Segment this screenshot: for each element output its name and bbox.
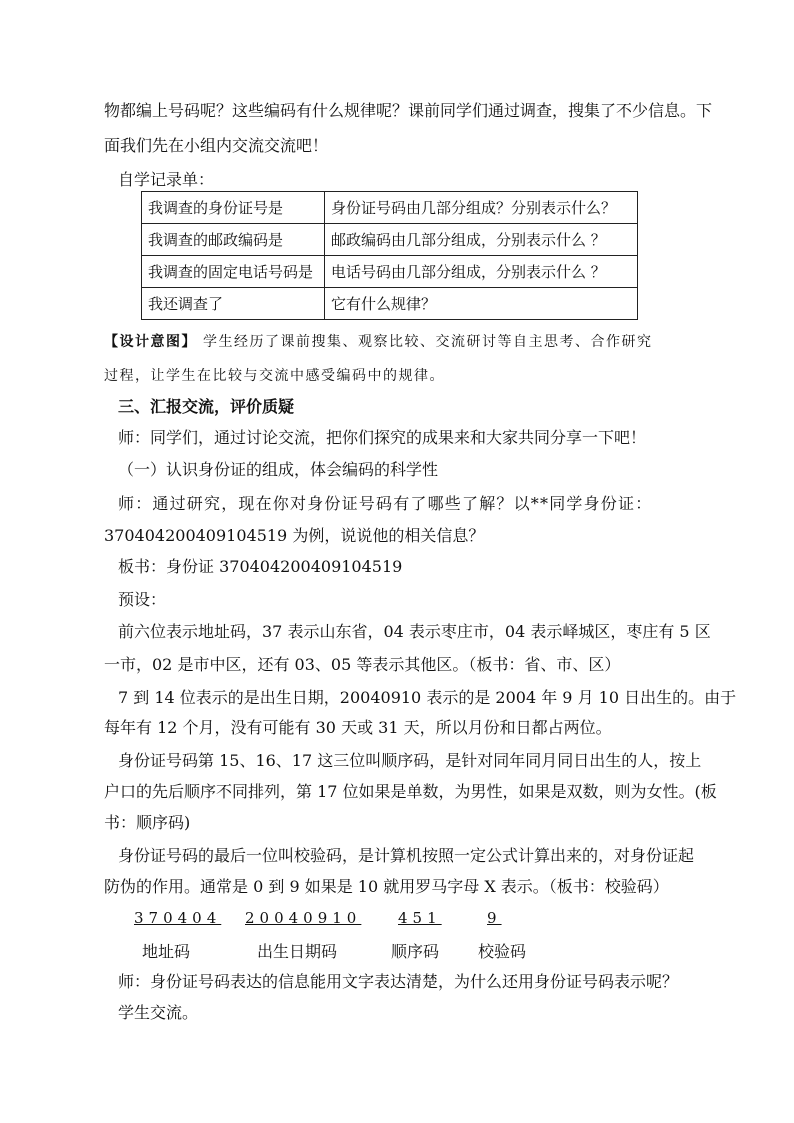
design-intent-tag: 【设计意图】 [104,334,197,350]
design-intent-line: 过程，让学生在比较与交流中感受编码中的规律。 [104,368,445,384]
paragraph-line: 物都编上号码呢？这些编码有什么规律呢？课前同学们通过调查，搜集了不少信息。下 [104,101,713,120]
code-label: 地址码 [142,942,191,961]
subsection-heading: （一）认识身份证的组成，体会编码的科学性 [118,460,439,479]
paragraph-line: 师：身份证号码表达的信息能用文字表达清楚，为什么还用身份证号码表示呢？ [118,972,679,991]
code-segment: 451 [398,909,442,927]
code-segment: 20040910 [245,909,362,927]
paragraph-line: 户口的先后顺序不同排列，第 17 位如果是单数，为男性，如果是双数，则为女性。(板 [104,782,717,801]
table-row [142,224,638,256]
table-cell: 它有什么规律？ [325,288,638,320]
paragraph-line: 书：顺序码) [104,813,191,832]
table-cell: 电话号码由几部分组成，分别表示什么 ？ [325,256,638,288]
paragraph-line: 一市，02 是市中区，还有 03、05 等表示其他区。（板书：省、市、区） [104,655,621,674]
preset-label: 预设： [118,590,167,609]
table-cell: 邮政编码由几部分组成，分别表示什么 ？ [325,224,638,256]
paragraph-line: 370404200409104519 为例，说说他的相关信息？ [104,526,485,545]
paragraph-line: 学生交流。 [118,1003,199,1022]
design-intent-text: 学生经历了课前搜集、观察比较、交流研讨等自主思考、合作研究 [197,334,653,350]
table-row [142,192,638,224]
paragraph-line: 师：通过研究，现在你对身份证号码有了哪些了解？以**同学身份证： [118,494,653,513]
code-label: 出生日期码 [257,942,338,961]
table-cell: 我调查的邮政编码是 [142,224,325,256]
paragraph-line: 面我们先在小组内交流交流吧！ [104,136,329,155]
code-label: 顺序码 [391,942,440,961]
table-row [142,256,638,288]
code-segment: 370404 [134,909,222,927]
code-segment: 9 [487,909,502,927]
section-heading: 三、汇报交流，评价质疑 [118,397,295,416]
table-cell: 我调查的身份证号是 [142,192,325,224]
table-cell: 身份证号码由几部分组成？分别表示什么？ [325,192,638,224]
table-cell: 我调查的固定电话号码是 [142,256,325,288]
record-table [141,191,638,320]
paragraph-line: 每年有 12 个月，没有可能有 30 天或 31 天，所以月份和日都占两位。 [104,718,612,737]
design-intent-line [104,332,666,352]
table-row [142,288,638,320]
paragraph-line: 身份证号码的最后一位叫校验码，是计算机按照一定公式计算出来的，对身份证起 [118,846,695,865]
table-cell: 我还调查了 [142,288,325,320]
record-sheet-label: 自学记录单： [118,170,215,189]
code-label: 校验码 [478,942,527,961]
paragraph-line: 前六位表示地址码，37 表示山东省，04 表示枣庄市，04 表示峄城区，枣庄有 5 区 [118,622,711,641]
paragraph-line: 身份证号码第 15、16、17 这三位叫顺序码，是针对同年同月同日出生的人，按上 [118,751,702,770]
paragraph-line: 师：同学们，通过讨论交流，把你们探究的成果来和大家共同分享一下吧！ [118,428,647,447]
board-note: 板书：身份证 370404200409104519 [118,557,403,576]
paragraph-line: 7 到 14 位表示的是出生日期，20040910 表示的是 2004 年 9 月 10 日出生的。由于 [118,688,737,707]
paragraph-line: 防伪的作用。通常是 0 到 9 如果是 10 就用罗马字母 X 表示。（板书：校验码） [104,877,669,896]
